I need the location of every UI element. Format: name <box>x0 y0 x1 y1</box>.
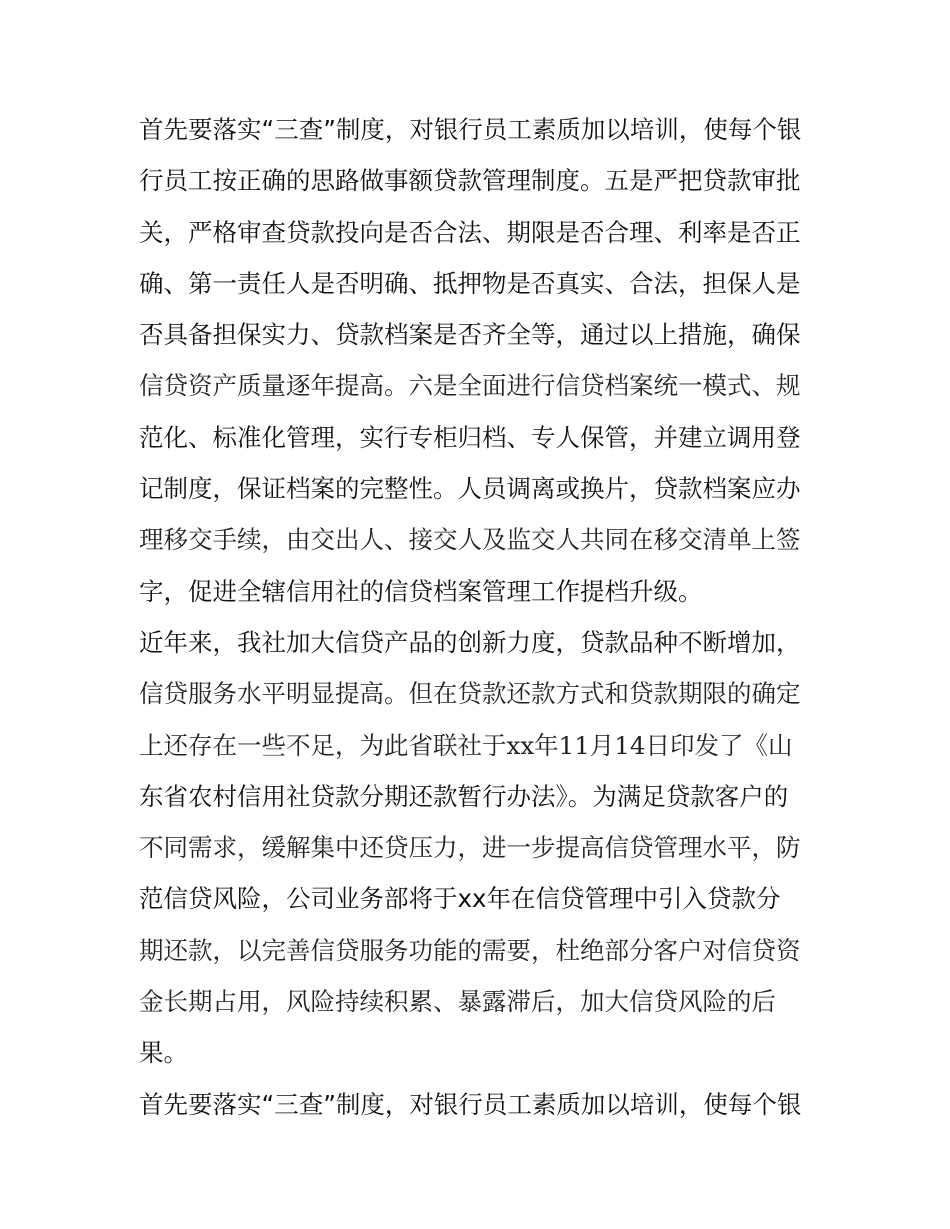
text-line: 范信贷风险，公司业务部将于xx年在信贷管理中引入贷款分 <box>139 884 781 914</box>
document-body <box>139 104 819 1130</box>
text-line: 行员工按正确的思路做事额贷款管理制度。五是严把贷款审批 <box>139 166 801 196</box>
text-line: 理移交手续，由交出人、接交人及监交人共同在移交清单上签 <box>139 525 801 555</box>
text-line: 首先要落实“三查”制度，对银行员工素质加以培训，使每个银 <box>139 1089 802 1119</box>
text-line: 果。 <box>139 1038 188 1068</box>
text-line: 字，促进全辖信用社的信贷档案管理工作提档升级。 <box>139 576 703 606</box>
text-line: 不同需求，缓解集中还贷压力，进一步提高信贷管理水平，防 <box>139 833 801 863</box>
text-line: 确、第一责任人是否明确、抵押物是否真实、合法，担保人是 <box>139 268 801 298</box>
text-line: 关，严格审查贷款投向是否合法、期限是否合理、利率是否正 <box>139 217 801 247</box>
text-line: 近年来，我社加大信贷产品的创新力度，贷款品种不断增加， <box>139 627 801 657</box>
text-line: 上还存在一些不足，为此省联社于xx年11月14日印发了《山 <box>139 730 793 760</box>
text-line: 范化、标准化管理，实行专柜归档、专人保管，并建立调用登 <box>139 422 801 452</box>
text-line: 期还款，以完善信贷服务功能的需要，杜绝部分客户对信贷资 <box>139 935 801 965</box>
text-line: 金长期占用，风险持续积累、暴露滞后，加大信贷风险的后 <box>139 987 776 1017</box>
text-line: 首先要落实“三查”制度，对银行员工素质加以培训，使每个银 <box>139 115 802 144</box>
text-line: 信贷服务水平明显提高。但在贷款还款方式和贷款期限的确定 <box>139 679 801 709</box>
text-line: 否具备担保实力、贷款档案是否齐全等，通过以上措施，确保 <box>139 320 801 350</box>
text-line: 记制度，保证档案的完整性。人员调离或换片，贷款档案应办 <box>139 474 801 504</box>
text-line: 东省农村信用社贷款分期还款暂行办法》。为满足贷款客户的 <box>139 781 789 811</box>
text-line: 信贷资产质量逐年提高。六是全面进行信贷档案统一模式、规 <box>139 371 801 401</box>
